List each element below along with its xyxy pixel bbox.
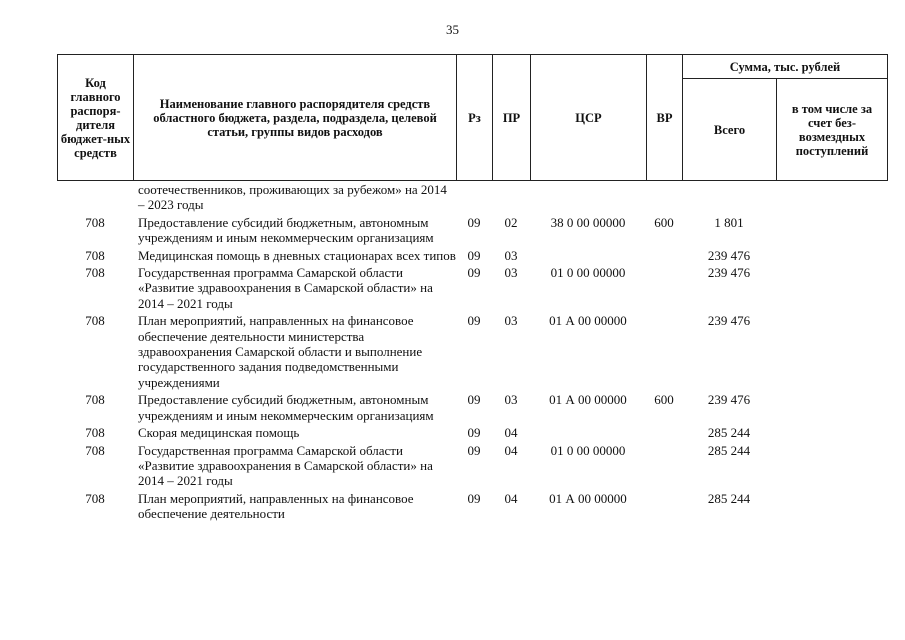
table-row [57, 443, 887, 489]
row-code: 708 [85, 214, 105, 230]
row-vr [646, 425, 682, 440]
row-total: 239 476 [707, 392, 751, 408]
row-including [776, 425, 887, 440]
row-including [776, 248, 887, 263]
row-rz [456, 182, 492, 213]
row-vr [646, 182, 682, 213]
table-header [57, 54, 888, 181]
row-including [776, 182, 887, 213]
header-rz: Рз [457, 55, 493, 181]
row-pr: 03 [504, 247, 518, 263]
row-total: 285 244 [707, 442, 751, 458]
row-csr: 01 А 00 00000 [549, 490, 627, 506]
row-pr: 02 [504, 214, 518, 230]
row-vr [646, 248, 682, 263]
table-row [57, 265, 887, 311]
header-including: в том числе за счет без-возмездных поступлений [777, 79, 888, 181]
row-vr: 600 [654, 392, 674, 408]
row-vr [646, 265, 682, 311]
page-number: 35 [446, 22, 459, 37]
row-name: Медицинская помощь в дневных стационарах всех типов [138, 247, 456, 263]
row-csr: 01 0 00 00000 [550, 265, 626, 281]
row-csr: 01 А 00 00000 [549, 392, 627, 408]
row-name: Скорая медицинская помощь [138, 425, 300, 441]
row-vr [646, 443, 682, 489]
row-pr: 04 [504, 490, 518, 506]
row-code: 708 [85, 425, 105, 441]
row-rz: 09 [467, 392, 481, 408]
row-csr [530, 425, 646, 440]
row-total: 239 476 [707, 313, 751, 329]
row-code [57, 182, 133, 213]
row-rz: 09 [467, 442, 481, 458]
row-pr: 04 [504, 425, 518, 441]
header-sum: Сумма, тыс. рублей [683, 55, 888, 79]
table-row [57, 182, 887, 213]
row-total: 1 801 [714, 214, 744, 230]
row-rz: 09 [467, 490, 481, 506]
row-name: соотечественников, проживающих за рубежом» на 2014 – 2023 годы [138, 182, 447, 213]
row-name: Предоставление субсидий бюджетным, автономным учреждениям и иным некоммерческим организациям [138, 214, 434, 246]
row-name: Государственная программа Самарской области «Развитие здравоохранения в Самарской области» на 2014 – 2021 годы [138, 442, 433, 489]
table-row [57, 392, 887, 423]
row-code: 708 [85, 247, 105, 263]
row-pr [492, 182, 530, 213]
row-total: 285 244 [707, 425, 751, 441]
table-body [57, 182, 887, 522]
row-code: 708 [85, 265, 105, 281]
row-csr [530, 248, 646, 263]
row-pr: 03 [504, 313, 518, 329]
row-name: План мероприятий, направленных на финансовое обеспечение деятельности министерства здравоохранения Самарской области и выполнение государственного задания подведомственными учреждениями [138, 313, 423, 390]
row-vr [646, 313, 682, 390]
header-pr: ПР [493, 55, 531, 181]
row-total [682, 182, 776, 213]
row-csr: 38 0 00 00000 [550, 214, 626, 230]
row-total: 285 244 [707, 490, 751, 506]
row-code: 708 [85, 313, 105, 329]
row-including [776, 443, 887, 489]
table-row [57, 248, 887, 263]
row-including [776, 313, 887, 390]
table-row [57, 425, 887, 440]
row-pr: 04 [504, 442, 518, 458]
row-including [776, 392, 887, 423]
table-row [57, 313, 887, 390]
header-vr: ВР [647, 55, 683, 181]
row-rz: 09 [467, 313, 481, 329]
header-csr: ЦСР [531, 55, 647, 181]
row-including [776, 215, 887, 246]
row-rz: 09 [467, 265, 481, 281]
row-csr: 01 А 00 00000 [549, 313, 627, 329]
row-name: Предоставление субсидий бюджетным, автономным учреждениям и иным некоммерческим организациям [138, 392, 434, 423]
row-total: 239 476 [707, 247, 751, 263]
row-vr [646, 491, 682, 522]
row-rz: 09 [467, 425, 481, 441]
row-code: 708 [85, 490, 105, 506]
header-total: Всего [683, 79, 777, 181]
row-vr: 600 [654, 214, 674, 230]
row-total: 239 476 [707, 265, 751, 281]
header-code: Код главного распоря-дителя бюджет-ных средств [58, 55, 134, 181]
row-code: 708 [85, 442, 105, 458]
row-csr: 01 0 00 00000 [550, 442, 626, 458]
row-pr: 03 [504, 392, 518, 408]
row-name: План мероприятий, направленных на финансовое обеспечение деятельности [138, 490, 414, 522]
table-row [57, 215, 887, 246]
row-code: 708 [85, 392, 105, 408]
row-rz: 09 [467, 214, 481, 230]
row-name: Государственная программа Самарской области «Развитие здравоохранения в Самарской области» на 2014 – 2021 годы [138, 265, 433, 311]
row-including [776, 265, 887, 311]
row-csr [530, 182, 646, 213]
row-including [776, 491, 887, 522]
table-row [57, 491, 887, 522]
row-rz: 09 [467, 247, 481, 263]
header-name: Наименование главного распорядителя средств областного бюджета, раздела, подраздела, целевой статьи, группы видов расходов [134, 55, 457, 181]
row-pr: 03 [504, 265, 518, 281]
